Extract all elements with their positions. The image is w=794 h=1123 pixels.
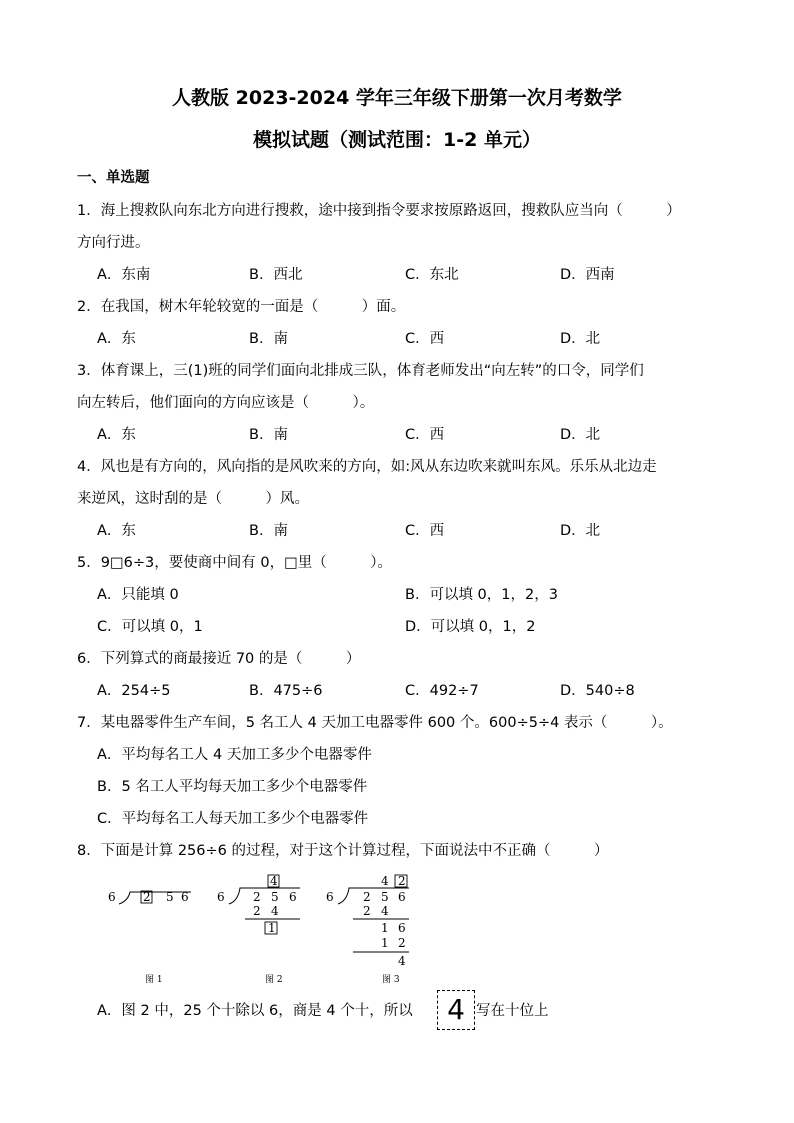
fig2-dividend-2: 5 (271, 890, 279, 904)
fig2-dividend-1: 2 (253, 890, 261, 904)
question-6-option-a[interactable]: A．254÷5 (97, 683, 171, 699)
fig1-divisor: 6 (108, 890, 116, 904)
fig3-quotient-box: 2 (398, 874, 406, 888)
question-2-option-d[interactable]: D．北 (560, 331, 601, 347)
question-6-option-c[interactable]: C．492÷7 (405, 683, 479, 699)
question-7-option-c[interactable]: C．平均每名工人每天加工多少个电器零件 (97, 811, 369, 827)
fig3-mid-2: 6 (398, 921, 406, 935)
question-3-option-c[interactable]: C．西 (405, 427, 445, 443)
question-5-option-d[interactable]: D．可以填 0，1，2 (405, 619, 536, 635)
fig3-sub1-1: 2 (363, 904, 371, 918)
section-heading: 一、单选题 (77, 170, 150, 186)
fig2-sub-2: 4 (271, 904, 279, 918)
figure-2 (217, 874, 300, 985)
question-8-option-a-box: 4 (437, 990, 475, 1030)
question-4-option-d[interactable]: D．北 (560, 523, 601, 539)
question-3-option-b[interactable]: B．南 (249, 427, 288, 443)
question-2-option-c[interactable]: C．西 (405, 331, 445, 347)
fig3-caption: 图 3 (382, 975, 400, 985)
fig1-digit-3: 6 (181, 890, 189, 904)
question-7-option-b[interactable]: B．5 名工人平均每天加工多少个电器零件 (97, 779, 368, 795)
fig1-digit-2: 5 (166, 890, 174, 904)
question-3-option-d[interactable]: D．北 (560, 427, 601, 443)
question-5-option-b[interactable]: B．可以填 0，1，2，3 (405, 587, 558, 603)
fig2-quotient-box: 4 (270, 874, 278, 888)
question-1-option-c[interactable]: C．东北 (405, 267, 459, 283)
question-7-option-a[interactable]: A．平均每名工人 4 天加工多少个电器零件 (97, 747, 372, 763)
fig2-remainder-box: 1 (268, 921, 276, 935)
fig3-dividend-3: 6 (398, 890, 406, 904)
question-8-stem: 8．下面是计算 256÷6 的过程，对于这个计算过程，下面说法中不正确（ ） (77, 843, 609, 859)
title-line-1: 人教版 2023-2024 学年三年级下册第一次月考数学 (172, 87, 622, 109)
question-2-stem: 2．在我国，树木年轮较宽的一面是（ ）面。 (77, 299, 406, 315)
question-4-stem-line-1: 4．风也是有方向的，风向指的是风吹来的方向，如:风从东边吹来就叫东风。乐乐从北边走 (77, 459, 657, 475)
question-7-stem: 7．某电器零件生产车间，5 名工人 4 天加工电器零件 600 个。600÷5÷4 表示（ ）。 (77, 715, 673, 731)
question-4-stem-line-2: 来逆风，这时刮的是（ ）风。 (77, 491, 309, 507)
question-6-option-d[interactable]: D．540÷8 (560, 683, 635, 699)
fig3-sub1-2: 4 (381, 904, 389, 918)
question-5-option-a[interactable]: A．只能填 0 (97, 587, 179, 603)
question-4-option-c[interactable]: C．西 (405, 523, 445, 539)
figure-1 (108, 890, 191, 985)
fig3-sub2-2: 2 (398, 936, 406, 950)
question-4-option-b[interactable]: B．南 (249, 523, 288, 539)
fig3-mid-1: 1 (381, 921, 389, 935)
fig3-divisor: 6 (326, 890, 334, 904)
question-1-stem-line-2: 方向行进。 (77, 235, 150, 251)
question-2-option-b[interactable]: B．南 (249, 331, 288, 347)
question-8-option-a-pre[interactable]: A．图 2 中，25 个十除以 6，商是 4 个十，所以 (97, 1003, 413, 1019)
fig1-caption: 图 1 (145, 975, 163, 985)
question-1-option-b[interactable]: B．西北 (249, 267, 303, 283)
question-6-stem: 6．下列算式的商最接近 70 的是（ ） (77, 651, 361, 667)
fig3-remainder: 4 (398, 954, 406, 968)
question-5-option-c[interactable]: C．可以填 0，1 (97, 619, 203, 635)
fig2-divisor: 6 (217, 890, 225, 904)
title-line-2: 模拟试题（测试范围：1-2 单元） (253, 129, 541, 151)
question-3-stem-line-1: 3．体育课上，三(1)班的同学们面向北排成三队，体育老师发出“向左转”的口令，同学们 (77, 363, 644, 379)
fig3-quotient: 4 (381, 874, 389, 888)
long-division-figures (95, 868, 425, 988)
fig1-box-digit: 2 (143, 890, 151, 904)
fig3-sub2-1: 1 (381, 936, 389, 950)
question-1-option-a[interactable]: A．东南 (97, 267, 151, 283)
figure-3 (326, 874, 409, 985)
fig3-dividend-1: 2 (363, 890, 371, 904)
question-8-option-a-post: 写在十位上 (476, 1003, 549, 1019)
question-5-stem: 5．9□6÷3，要使商中间有 0，□里（ ）。 (77, 555, 393, 571)
fig2-sub-1: 2 (253, 904, 261, 918)
question-6-option-b[interactable]: B．475÷6 (249, 683, 323, 699)
question-4-option-a[interactable]: A．东 (97, 523, 136, 539)
fig2-caption: 图 2 (265, 975, 283, 985)
question-2-option-a[interactable]: A．东 (97, 331, 136, 347)
question-3-option-a[interactable]: A．东 (97, 427, 136, 443)
question-1-stem-line-1: 1．海上搜救队向东北方向进行搜救，途中接到指令要求按原路返回，搜救队应当向（ ） (77, 203, 681, 219)
fig3-dividend-2: 5 (381, 890, 389, 904)
fig2-dividend-3: 6 (289, 890, 297, 904)
question-1-option-d[interactable]: D．西南 (560, 267, 615, 283)
question-3-stem-line-2: 向左转后，他们面向的方向应该是（ ）。 (77, 395, 375, 411)
